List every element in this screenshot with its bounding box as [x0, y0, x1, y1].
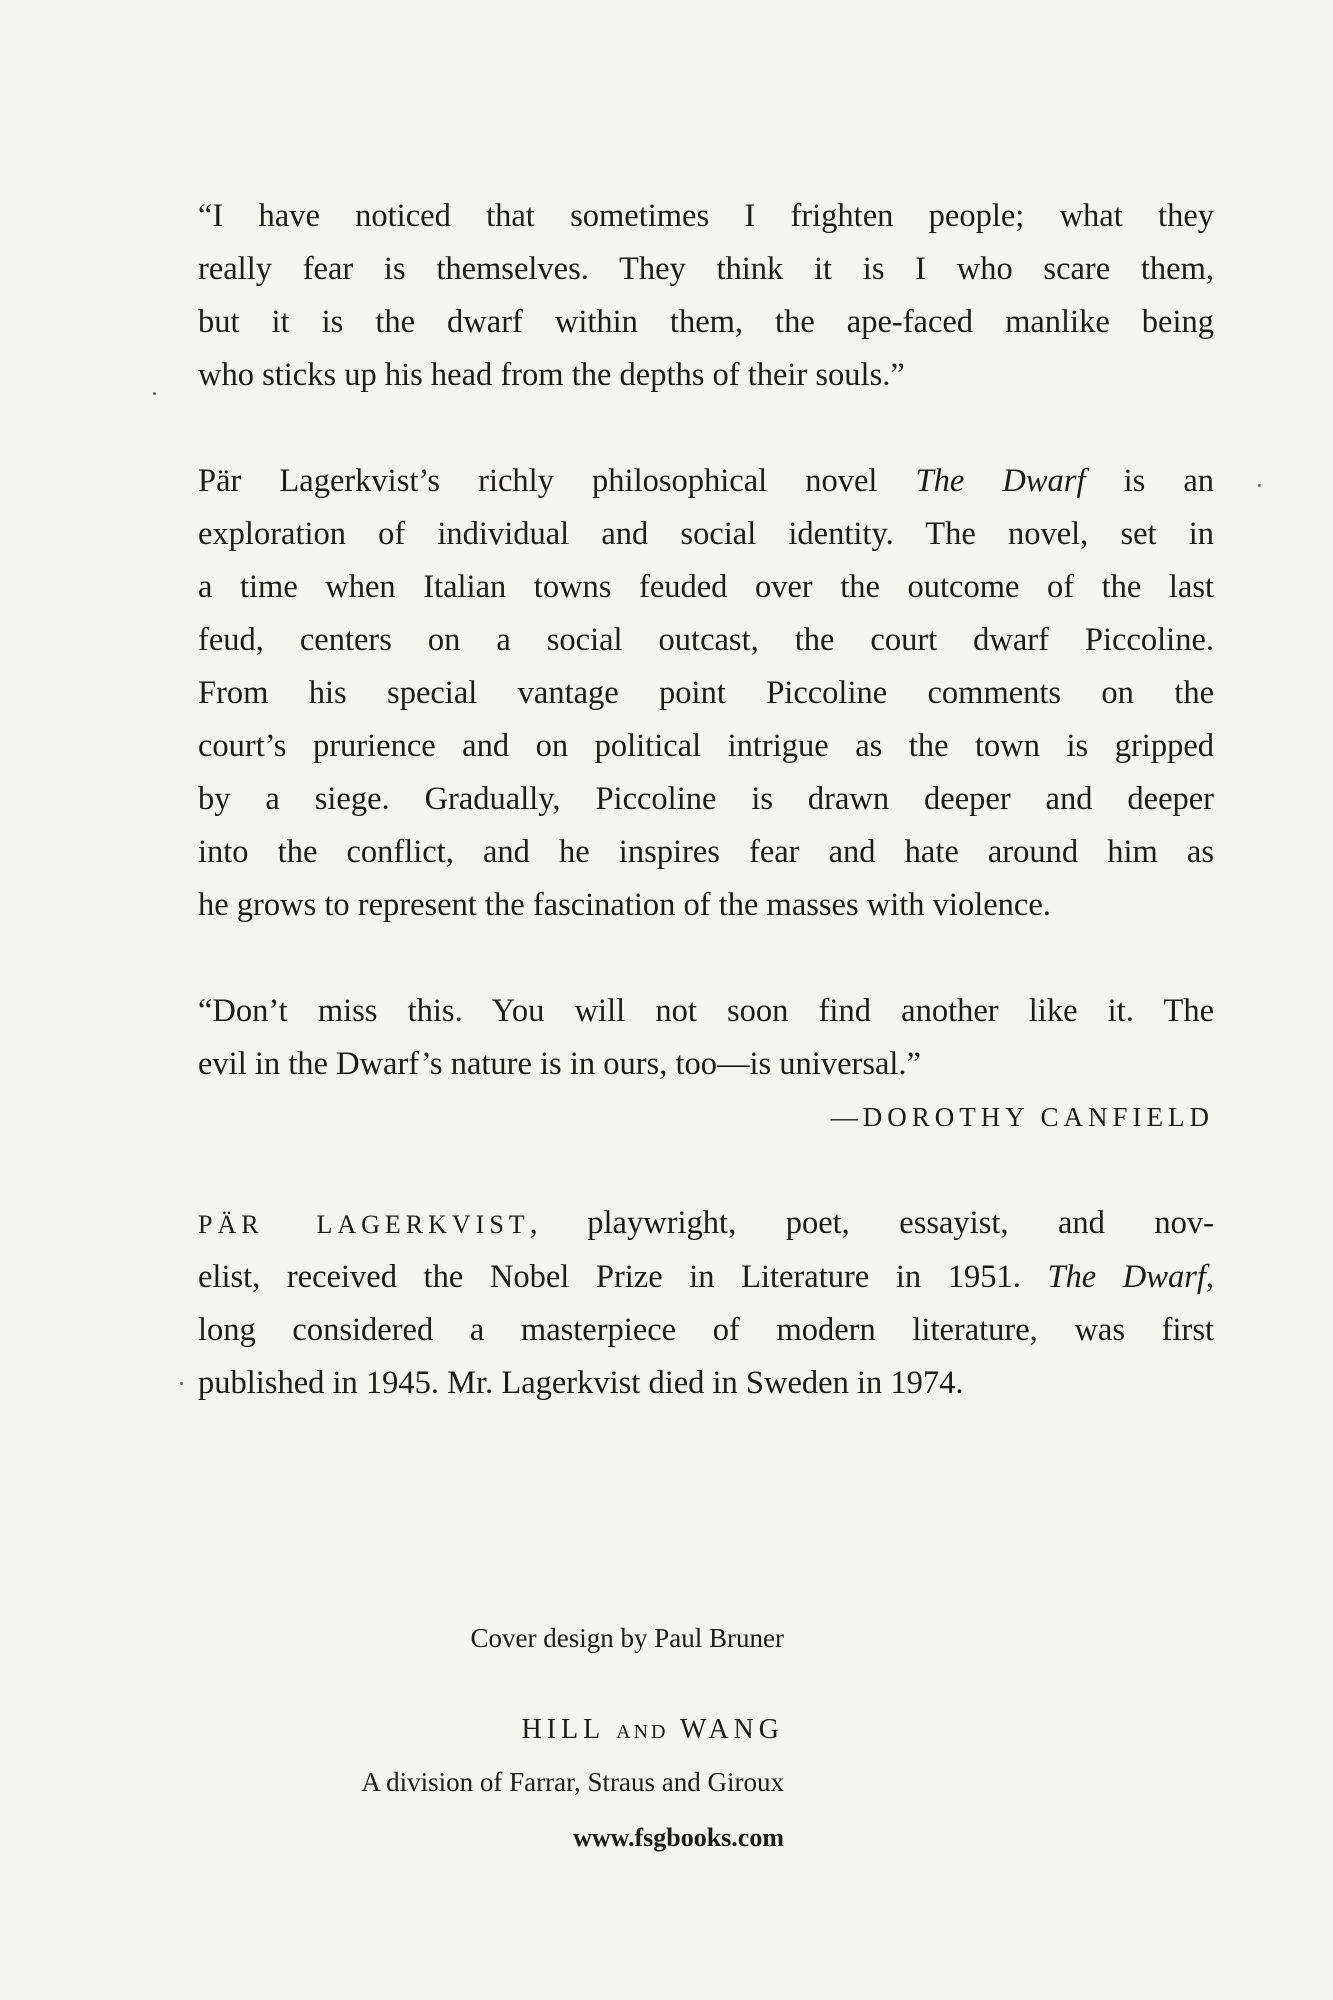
opening-quote	[198, 190, 1214, 402]
review-line: evil in the Dwarf’s nature is in ours, too—is universal.”	[198, 1046, 921, 1082]
cover-design-credit: Cover design by Paul Bruner	[470, 1623, 784, 1653]
paper-speck	[153, 392, 156, 395]
bio-text: , playwright, poet, essayist, and nov-	[529, 1205, 1214, 1241]
publisher-division: A division of Farrar, Straus and Giroux	[361, 1767, 784, 1797]
paper-speck	[180, 1382, 183, 1385]
publisher-name	[200, 1710, 784, 1752]
book-title: The Dwarf	[1047, 1259, 1206, 1295]
bio-line: published in 1945. Mr. Lagerkvist died in Sweden in 1974.	[198, 1365, 964, 1401]
description-line	[198, 455, 1214, 508]
publisher-word: WANG	[680, 1714, 784, 1745]
author-name: PÄR LAGERKVIST	[198, 1210, 530, 1239]
author-bio	[198, 1197, 1214, 1410]
description-line: by a siege. Gradually, Piccoline is drawn deeper and deeper	[198, 781, 1214, 817]
review-attribution: —DOROTHY CANFIELD	[830, 1102, 1214, 1132]
description-text: Pär Lagerkvist’s richly philosophical novel	[198, 463, 916, 499]
description-line: he grows to represent the fascination of the masses with violence.	[198, 887, 1051, 923]
description-line: court’s prurience and on political intrigue as the town is gripped	[198, 728, 1214, 764]
description-line: into the conflict, and he inspires fear and hate around him as	[198, 834, 1214, 870]
bio-line	[198, 1197, 1214, 1251]
paper-speck	[1258, 484, 1261, 487]
quote-line: but it is the dwarf within them, the ape-faced manlike being	[198, 304, 1214, 340]
bio-text: elist, received the Nobel Prize in Literature in 1951.	[198, 1259, 1048, 1295]
book-description	[198, 455, 1214, 932]
description-line: From his special vantage point Piccoline comments on the	[198, 675, 1214, 711]
description-line: a time when Italian towns feuded over the outcome of the last	[198, 569, 1214, 605]
quote-line: who sticks up his head from the depths of their souls.”	[198, 357, 905, 393]
publisher-word: HILL	[521, 1714, 605, 1745]
description-line: exploration of individual and social identity. The novel, set in	[198, 516, 1214, 552]
book-title: The Dwarf	[915, 463, 1086, 499]
publisher-website: www.fsgbooks.com	[573, 1823, 784, 1852]
quote-line: “I have noticed that sometimes I frighten people; what they	[198, 198, 1214, 234]
publisher-word: AND	[616, 1721, 669, 1743]
bio-text: ,	[1205, 1259, 1215, 1295]
quote-line: really fear is themselves. They think it is I who scare them,	[198, 251, 1214, 287]
description-text: is an	[1085, 463, 1215, 499]
review-quote	[198, 985, 1214, 1144]
description-line: feud, centers on a social outcast, the court dwarf Piccoline.	[198, 622, 1214, 658]
bio-line: long considered a masterpiece of modern literature, was first	[198, 1312, 1214, 1348]
review-line: “Don’t miss this. You will not soon find another like it. The	[198, 993, 1214, 1029]
bio-line	[198, 1251, 1214, 1304]
